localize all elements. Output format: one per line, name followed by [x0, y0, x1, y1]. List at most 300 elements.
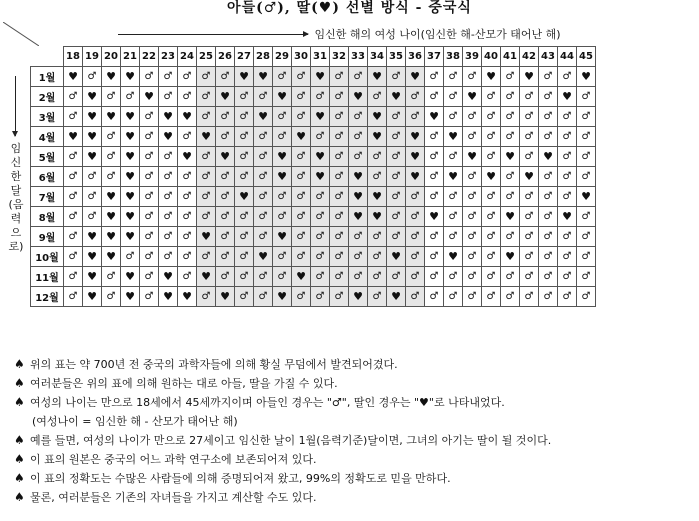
boy-cell: ♂ [406, 287, 425, 307]
age-header: 33 [349, 47, 368, 67]
note-item [14, 431, 698, 450]
boy-cell: ♂ [387, 167, 406, 187]
girl-cell: ♥ [83, 107, 102, 127]
girl-cell: ♥ [444, 167, 463, 187]
boy-cell: ♂ [482, 287, 501, 307]
spade-icon: ♠ [14, 376, 25, 390]
age-header: 19 [83, 47, 102, 67]
boy-cell: ♂ [197, 67, 216, 87]
boy-cell: ♂ [64, 187, 83, 207]
age-header: 42 [520, 47, 539, 67]
girl-cell: ♥ [425, 207, 444, 227]
boy-cell: ♂ [83, 167, 102, 187]
boy-cell: ♂ [140, 167, 159, 187]
age-header: 24 [178, 47, 197, 67]
girl-cell: ♥ [121, 227, 140, 247]
girl-cell: ♥ [387, 287, 406, 307]
girl-cell: ♥ [387, 247, 406, 267]
age-header: 20 [102, 47, 121, 67]
boy-cell: ♂ [539, 267, 558, 287]
month-label: 2월 [31, 87, 64, 107]
boy-cell: ♂ [102, 267, 121, 287]
boy-cell: ♂ [539, 187, 558, 207]
top-axis [39, 24, 640, 44]
boy-cell: ♂ [159, 87, 178, 107]
girl-cell: ♥ [368, 127, 387, 147]
boy-cell: ♂ [501, 127, 520, 147]
age-header: 39 [463, 47, 482, 67]
boy-cell: ♂ [501, 227, 520, 247]
boy-cell: ♂ [197, 107, 216, 127]
boy-cell: ♂ [406, 107, 425, 127]
girl-cell: ♥ [368, 107, 387, 127]
boy-cell: ♂ [406, 187, 425, 207]
boy-cell: ♂ [463, 107, 482, 127]
girl-cell: ♥ [444, 127, 463, 147]
girl-cell: ♥ [406, 147, 425, 167]
boy-cell: ♂ [140, 267, 159, 287]
girl-cell: ♥ [520, 67, 539, 87]
boy-cell: ♂ [520, 227, 539, 247]
table-row [31, 147, 596, 167]
boy-cell: ♂ [558, 147, 577, 167]
boy-cell: ♂ [330, 267, 349, 287]
boy-cell: ♂ [482, 127, 501, 147]
boy-cell: ♂ [273, 187, 292, 207]
boy-cell: ♂ [444, 67, 463, 87]
girl-cell: ♥ [273, 147, 292, 167]
spade-icon: ♠ [14, 433, 25, 447]
boy-cell: ♂ [444, 87, 463, 107]
boy-cell: ♂ [482, 147, 501, 167]
girl-cell: ♥ [83, 127, 102, 147]
boy-cell: ♂ [577, 287, 596, 307]
boy-cell: ♂ [159, 67, 178, 87]
boy-cell: ♂ [140, 147, 159, 167]
girl-cell: ♥ [121, 287, 140, 307]
age-header: 34 [368, 47, 387, 67]
girl-cell: ♥ [159, 287, 178, 307]
boy-cell: ♂ [292, 247, 311, 267]
boy-cell: ♂ [501, 167, 520, 187]
girl-cell: ♥ [159, 107, 178, 127]
boy-cell: ♂ [330, 87, 349, 107]
boy-cell: ♂ [558, 287, 577, 307]
spade-icon: ♠ [14, 471, 25, 485]
boy-cell: ♂ [254, 127, 273, 147]
boy-cell: ♂ [64, 247, 83, 267]
boy-cell: ♂ [102, 87, 121, 107]
boy-cell: ♂ [64, 287, 83, 307]
age-header: 36 [406, 47, 425, 67]
boy-cell: ♂ [235, 247, 254, 267]
girl-cell: ♥ [254, 67, 273, 87]
boy-cell: ♂ [330, 187, 349, 207]
boy-cell: ♂ [577, 207, 596, 227]
boy-cell: ♂ [444, 207, 463, 227]
girl-cell: ♥ [121, 127, 140, 147]
girl-cell: ♥ [520, 167, 539, 187]
boy-cell: ♂ [539, 247, 558, 267]
boy-cell: ♂ [368, 287, 387, 307]
boy-cell: ♂ [425, 227, 444, 247]
boy-cell: ♂ [425, 187, 444, 207]
notes-list [14, 355, 698, 507]
boy-cell: ♂ [178, 267, 197, 287]
boy-cell: ♂ [425, 247, 444, 267]
age-header: 18 [64, 47, 83, 67]
girl-cell: ♥ [121, 147, 140, 167]
boy-cell: ♂ [292, 287, 311, 307]
table-row [31, 127, 596, 147]
age-header-row [31, 47, 596, 67]
boy-cell: ♂ [102, 147, 121, 167]
girl-cell: ♥ [558, 207, 577, 227]
age-header: 41 [501, 47, 520, 67]
boy-cell: ♂ [463, 207, 482, 227]
boy-cell: ♂ [330, 247, 349, 267]
boy-cell: ♂ [558, 107, 577, 127]
down-arrow-icon [15, 76, 16, 136]
boy-cell: ♂ [216, 207, 235, 227]
boy-cell: ♂ [178, 87, 197, 107]
boy-cell: ♂ [273, 107, 292, 127]
girl-cell: ♥ [121, 107, 140, 127]
girl-cell: ♥ [501, 147, 520, 167]
boy-cell: ♂ [387, 127, 406, 147]
boy-cell: ♂ [235, 267, 254, 287]
boy-cell: ♂ [292, 227, 311, 247]
boy-cell: ♂ [178, 227, 197, 247]
boy-cell: ♂ [558, 187, 577, 207]
boy-cell: ♂ [216, 267, 235, 287]
table-row [31, 287, 596, 307]
month-label: 5월 [31, 147, 64, 167]
boy-cell: ♂ [387, 107, 406, 127]
boy-cell: ♂ [425, 147, 444, 167]
age-header: 31 [311, 47, 330, 67]
boy-cell: ♂ [159, 247, 178, 267]
boy-cell: ♂ [292, 107, 311, 127]
boy-cell: ♂ [254, 287, 273, 307]
boy-cell: ♂ [235, 87, 254, 107]
boy-cell: ♂ [311, 187, 330, 207]
boy-cell: ♂ [311, 287, 330, 307]
boy-cell: ♂ [235, 207, 254, 227]
boy-cell: ♂ [463, 267, 482, 287]
boy-cell: ♂ [463, 127, 482, 147]
girl-cell: ♥ [197, 267, 216, 287]
age-header: 35 [387, 47, 406, 67]
boy-cell: ♂ [463, 247, 482, 267]
boy-cell: ♂ [501, 187, 520, 207]
boy-cell: ♂ [539, 107, 558, 127]
boy-cell: ♂ [197, 167, 216, 187]
boy-cell: ♂ [292, 67, 311, 87]
boy-cell: ♂ [368, 247, 387, 267]
boy-cell: ♂ [539, 87, 558, 107]
boy-cell: ♂ [159, 167, 178, 187]
girl-cell: ♥ [102, 227, 121, 247]
month-label: 8월 [31, 207, 64, 227]
girl-cell: ♥ [425, 107, 444, 127]
boy-cell: ♂ [406, 227, 425, 247]
girl-cell: ♥ [178, 287, 197, 307]
girl-cell: ♥ [121, 167, 140, 187]
boy-cell: ♂ [216, 67, 235, 87]
boy-cell: ♂ [235, 167, 254, 187]
girl-cell: ♥ [349, 87, 368, 107]
girl-cell: ♥ [406, 67, 425, 87]
note-text: (여성나이 = 임신한 해 - 산모가 태어난 해) [32, 415, 238, 428]
boy-cell: ♂ [368, 267, 387, 287]
boy-cell: ♂ [235, 127, 254, 147]
boy-cell: ♂ [140, 207, 159, 227]
boy-cell: ♂ [520, 287, 539, 307]
boy-cell: ♂ [311, 207, 330, 227]
month-label: 1월 [31, 67, 64, 87]
boy-cell: ♂ [292, 167, 311, 187]
girl-cell: ♥ [311, 107, 330, 127]
boy-cell: ♂ [311, 87, 330, 107]
boy-cell: ♂ [368, 87, 387, 107]
boy-cell: ♂ [254, 167, 273, 187]
boy-cell: ♂ [463, 67, 482, 87]
note-item [14, 450, 698, 469]
table-row [31, 107, 596, 127]
age-header: 32 [330, 47, 349, 67]
boy-cell: ♂ [501, 107, 520, 127]
boy-cell: ♂ [311, 227, 330, 247]
girl-cell: ♥ [463, 87, 482, 107]
boy-cell: ♂ [387, 147, 406, 167]
boy-cell: ♂ [539, 227, 558, 247]
header-corner [31, 47, 64, 67]
boy-cell: ♂ [216, 107, 235, 127]
girl-cell: ♥ [83, 227, 102, 247]
age-header: 29 [273, 47, 292, 67]
boy-cell: ♂ [539, 67, 558, 87]
girl-cell: ♥ [501, 247, 520, 267]
right-arrow-icon [118, 34, 308, 35]
note-text: 여러분들은 위의 표에 의해 원하는 대로 아들, 딸을 가질 수 있다. [30, 377, 338, 390]
girl-cell: ♥ [102, 247, 121, 267]
boy-cell: ♂ [178, 187, 197, 207]
boy-cell: ♂ [577, 87, 596, 107]
boy-cell: ♂ [330, 207, 349, 227]
boy-cell: ♂ [349, 107, 368, 127]
girl-cell: ♥ [311, 167, 330, 187]
boy-cell: ♂ [292, 147, 311, 167]
girl-cell: ♥ [311, 147, 330, 167]
girl-cell: ♥ [121, 207, 140, 227]
boy-cell: ♂ [216, 187, 235, 207]
boy-cell: ♂ [273, 267, 292, 287]
boy-cell: ♂ [349, 67, 368, 87]
boy-cell: ♂ [216, 247, 235, 267]
girl-cell: ♥ [273, 227, 292, 247]
note-text: 여성의 나이는 만으로 18세에서 45세까지이며 아들인 경우는 "♂", 딸인 경우는 "♥"로 나타내었다. [30, 396, 505, 409]
boy-cell: ♂ [64, 107, 83, 127]
boy-cell: ♂ [387, 207, 406, 227]
age-header: 28 [254, 47, 273, 67]
month-label: 10월 [31, 247, 64, 267]
girl-cell: ♥ [197, 127, 216, 147]
boy-cell: ♂ [463, 187, 482, 207]
boy-cell: ♂ [539, 207, 558, 227]
boy-cell: ♂ [577, 167, 596, 187]
note-text: 물론, 여러분들은 기존의 자녀들을 가지고 계산할 수도 있다. [30, 491, 317, 504]
boy-cell: ♂ [387, 67, 406, 87]
boy-cell: ♂ [159, 147, 178, 167]
girl-cell: ♥ [387, 87, 406, 107]
age-header: 25 [197, 47, 216, 67]
boy-cell: ♂ [444, 267, 463, 287]
girl-cell: ♥ [197, 227, 216, 247]
boy-cell: ♂ [235, 147, 254, 167]
girl-cell: ♥ [216, 287, 235, 307]
girl-cell: ♥ [83, 247, 102, 267]
note-item [14, 393, 698, 412]
month-label: 3월 [31, 107, 64, 127]
boy-cell: ♂ [349, 267, 368, 287]
boy-cell: ♂ [273, 67, 292, 87]
boy-cell: ♂ [140, 287, 159, 307]
boy-cell: ♂ [539, 287, 558, 307]
boy-cell: ♂ [254, 227, 273, 247]
boy-cell: ♂ [406, 87, 425, 107]
boy-cell: ♂ [520, 187, 539, 207]
boy-cell: ♂ [539, 127, 558, 147]
boy-cell: ♂ [140, 187, 159, 207]
boy-cell: ♂ [558, 227, 577, 247]
boy-cell: ♂ [64, 267, 83, 287]
boy-cell: ♂ [520, 247, 539, 267]
boy-cell: ♂ [482, 107, 501, 127]
boy-cell: ♂ [425, 87, 444, 107]
boy-cell: ♂ [520, 107, 539, 127]
girl-cell: ♥ [444, 247, 463, 267]
boy-cell: ♂ [197, 287, 216, 307]
note-item [14, 488, 698, 507]
boy-cell: ♂ [178, 207, 197, 227]
boy-cell: ♂ [273, 247, 292, 267]
girl-cell: ♥ [349, 187, 368, 207]
girl-cell: ♥ [349, 167, 368, 187]
boy-cell: ♂ [330, 67, 349, 87]
boy-cell: ♂ [197, 147, 216, 167]
boy-cell: ♂ [311, 267, 330, 287]
boy-cell: ♂ [349, 147, 368, 167]
table-row [31, 207, 596, 227]
girl-cell: ♥ [577, 187, 596, 207]
girl-cell: ♥ [159, 267, 178, 287]
table-row [31, 267, 596, 287]
girl-cell: ♥ [558, 87, 577, 107]
boy-cell: ♂ [330, 167, 349, 187]
boy-cell: ♂ [520, 267, 539, 287]
boy-cell: ♂ [558, 247, 577, 267]
age-header: 30 [292, 47, 311, 67]
gender-chart [3, 22, 640, 322]
boy-cell: ♂ [216, 127, 235, 147]
note-text: 이 표의 정확도는 수많은 사람들에 의해 증명되어져 왔고, 99%의 정확도로 믿을 만하다. [30, 472, 451, 485]
boy-cell: ♂ [254, 87, 273, 107]
month-label: 6월 [31, 167, 64, 187]
boy-cell: ♂ [140, 227, 159, 247]
boy-cell: ♂ [159, 187, 178, 207]
girl-cell: ♥ [349, 207, 368, 227]
girl-cell: ♥ [349, 287, 368, 307]
boy-cell: ♂ [577, 147, 596, 167]
boy-cell: ♂ [444, 107, 463, 127]
boy-cell: ♂ [425, 267, 444, 287]
boy-cell: ♂ [197, 87, 216, 107]
age-header: 37 [425, 47, 444, 67]
boy-cell: ♂ [539, 167, 558, 187]
boy-cell: ♂ [406, 267, 425, 287]
girl-cell: ♥ [216, 87, 235, 107]
boy-cell: ♂ [235, 227, 254, 247]
boy-cell: ♂ [159, 207, 178, 227]
boy-cell: ♂ [501, 67, 520, 87]
girl-cell: ♥ [482, 67, 501, 87]
boy-cell: ♂ [501, 287, 520, 307]
boy-cell: ♂ [444, 287, 463, 307]
boy-cell: ♂ [482, 267, 501, 287]
boy-cell: ♂ [102, 167, 121, 187]
boy-cell: ♂ [330, 287, 349, 307]
table-row [31, 187, 596, 207]
age-header: 38 [444, 47, 463, 67]
girl-cell: ♥ [292, 127, 311, 147]
boy-cell: ♂ [197, 207, 216, 227]
boy-cell: ♂ [254, 207, 273, 227]
boy-cell: ♂ [216, 167, 235, 187]
girl-cell: ♥ [311, 67, 330, 87]
boy-cell: ♂ [577, 227, 596, 247]
boy-cell: ♂ [520, 207, 539, 227]
boy-cell: ♂ [64, 207, 83, 227]
side-axis-label: 임신한달(음력으로) [8, 142, 24, 253]
gender-table [30, 46, 596, 307]
girl-cell: ♥ [501, 207, 520, 227]
boy-cell: ♂ [558, 267, 577, 287]
girl-cell: ♥ [83, 147, 102, 167]
boy-cell: ♂ [558, 127, 577, 147]
boy-cell: ♂ [235, 287, 254, 307]
girl-cell: ♥ [368, 187, 387, 207]
boy-cell: ♂ [140, 67, 159, 87]
table-row [31, 167, 596, 187]
boy-cell: ♂ [140, 107, 159, 127]
note-text: 이 표의 원본은 중국의 어느 과학 연구소에 보존되어져 있다. [30, 453, 317, 466]
boy-cell: ♂ [425, 127, 444, 147]
age-header: 23 [159, 47, 178, 67]
table-row [31, 247, 596, 267]
boy-cell: ♂ [349, 127, 368, 147]
age-header: 27 [235, 47, 254, 67]
boy-cell: ♂ [482, 227, 501, 247]
boy-cell: ♂ [482, 87, 501, 107]
girl-cell: ♥ [482, 167, 501, 187]
girl-cell: ♥ [140, 87, 159, 107]
girl-cell: ♥ [178, 107, 197, 127]
page-title: 아들(♂), 딸(♥) 선별 방식 - 중국식 [227, 0, 472, 16]
boy-cell: ♂ [368, 227, 387, 247]
boy-cell: ♂ [387, 267, 406, 287]
note-text: 예를 들면, 여성의 나이가 만으로 27세이고 임신한 날이 1월(음력기준)달이면, 그녀의 아기는 딸이 될 것이다. [30, 434, 552, 447]
